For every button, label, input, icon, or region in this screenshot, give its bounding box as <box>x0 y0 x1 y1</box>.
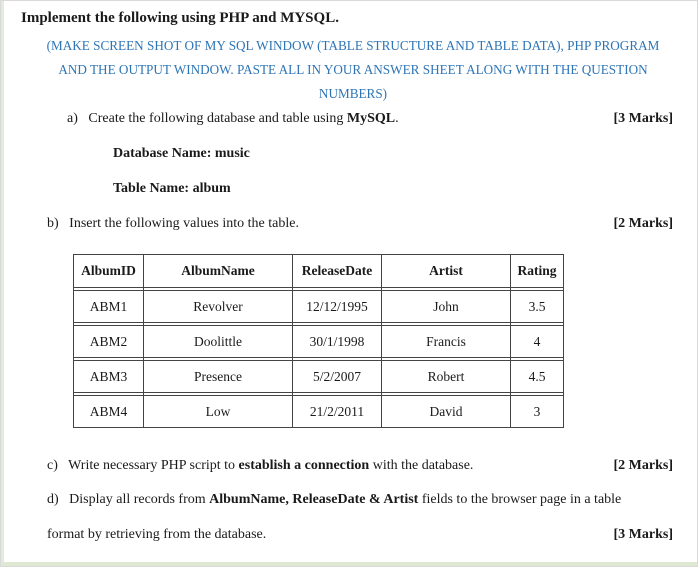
table-row <box>74 396 564 428</box>
table-row <box>74 326 564 358</box>
database-name: Database Name: music <box>113 146 250 161</box>
cell-albumid: ABM2 <box>74 326 144 358</box>
question-d-line-2: format by retrieving from the database. <box>47 527 267 542</box>
question-c-prefix: c) <box>47 458 58 473</box>
header-albumid: AlbumID <box>74 255 144 288</box>
cell-albumid: ABM1 <box>74 291 144 323</box>
question-c-end: with the database. <box>369 458 474 473</box>
cell-albumname: Presence <box>144 361 293 393</box>
header-rating: Rating <box>511 255 564 288</box>
header-releasedate: ReleaseDate <box>293 255 382 288</box>
question-d-prefix: d) <box>47 492 59 507</box>
question-d-text: Display all records from <box>69 492 210 507</box>
question-b <box>47 216 299 232</box>
instruction-line-1: (MAKE SCREEN SHOT OF MY SQL WINDOW (TABLE STRUCTURE AND TABLE DATA), PHP PROGRAM <box>46 38 660 53</box>
assignment-title: Implement the following using PHP and MYSQL. <box>21 10 339 26</box>
table-row <box>74 361 564 393</box>
question-a-marks: [3 Marks] <box>613 111 673 126</box>
question-d-bold-2: ReleaseDate & Artist <box>292 492 419 507</box>
question-a-end: . <box>395 111 399 126</box>
question-b-prefix: b) <box>47 216 59 231</box>
header-artist: Artist <box>382 255 511 288</box>
cell-albumname: Low <box>144 396 293 428</box>
table-row <box>74 291 564 323</box>
question-a-bold: MySQL <box>346 111 396 126</box>
question-b-text: Insert the following values into the table. <box>69 216 299 231</box>
question-d-marks: [3 Marks] <box>613 527 673 542</box>
question-c-bold: establish a connection <box>238 458 370 473</box>
cell-albumname: Doolittle <box>144 326 293 358</box>
cell-releasedate: 12/12/1995 <box>293 291 382 323</box>
left-edge <box>1 1 4 566</box>
question-d-bold-1: AlbumName <box>209 492 286 507</box>
header-albumname: AlbumName <box>144 255 293 288</box>
cell-artist: Francis <box>382 326 511 358</box>
cell-albumid: ABM4 <box>74 396 144 428</box>
question-a-prefix: a) <box>67 111 78 126</box>
table-name: Table Name: album <box>113 181 231 196</box>
table-header-row <box>74 255 564 288</box>
cell-artist: David <box>382 396 511 428</box>
cell-albumid: ABM3 <box>74 361 144 393</box>
cell-artist: Robert <box>382 361 511 393</box>
cell-albumname: Revolver <box>144 291 293 323</box>
question-d <box>47 492 621 508</box>
album-table <box>73 254 564 428</box>
cell-artist: John <box>382 291 511 323</box>
question-c <box>47 458 473 474</box>
cell-rating: 3 <box>511 396 564 428</box>
question-c-marks: [2 Marks] <box>613 458 673 473</box>
instruction-line-2: AND THE OUTPUT WINDOW. PASTE ALL IN YOUR ANSWER SHEET ALONG WITH THE QUESTION <box>58 62 648 77</box>
question-a <box>67 111 399 127</box>
cell-releasedate: 21/2/2011 <box>293 396 382 428</box>
cell-rating: 4 <box>511 326 564 358</box>
cell-releasedate: 30/1/1998 <box>293 326 382 358</box>
question-b-marks: [2 Marks] <box>613 216 673 231</box>
bottom-edge <box>1 562 697 566</box>
cell-rating: 3.5 <box>511 291 564 323</box>
cell-releasedate: 5/2/2007 <box>293 361 382 393</box>
instruction-line-3: NUMBERS) <box>318 86 388 101</box>
question-d-sep: , <box>285 492 293 507</box>
question-c-text: Write necessary PHP script to <box>68 458 239 473</box>
cell-rating: 4.5 <box>511 361 564 393</box>
question-d-end: fields to the browser page in a table <box>418 492 622 507</box>
question-a-text: Create the following database and table using <box>88 111 347 126</box>
